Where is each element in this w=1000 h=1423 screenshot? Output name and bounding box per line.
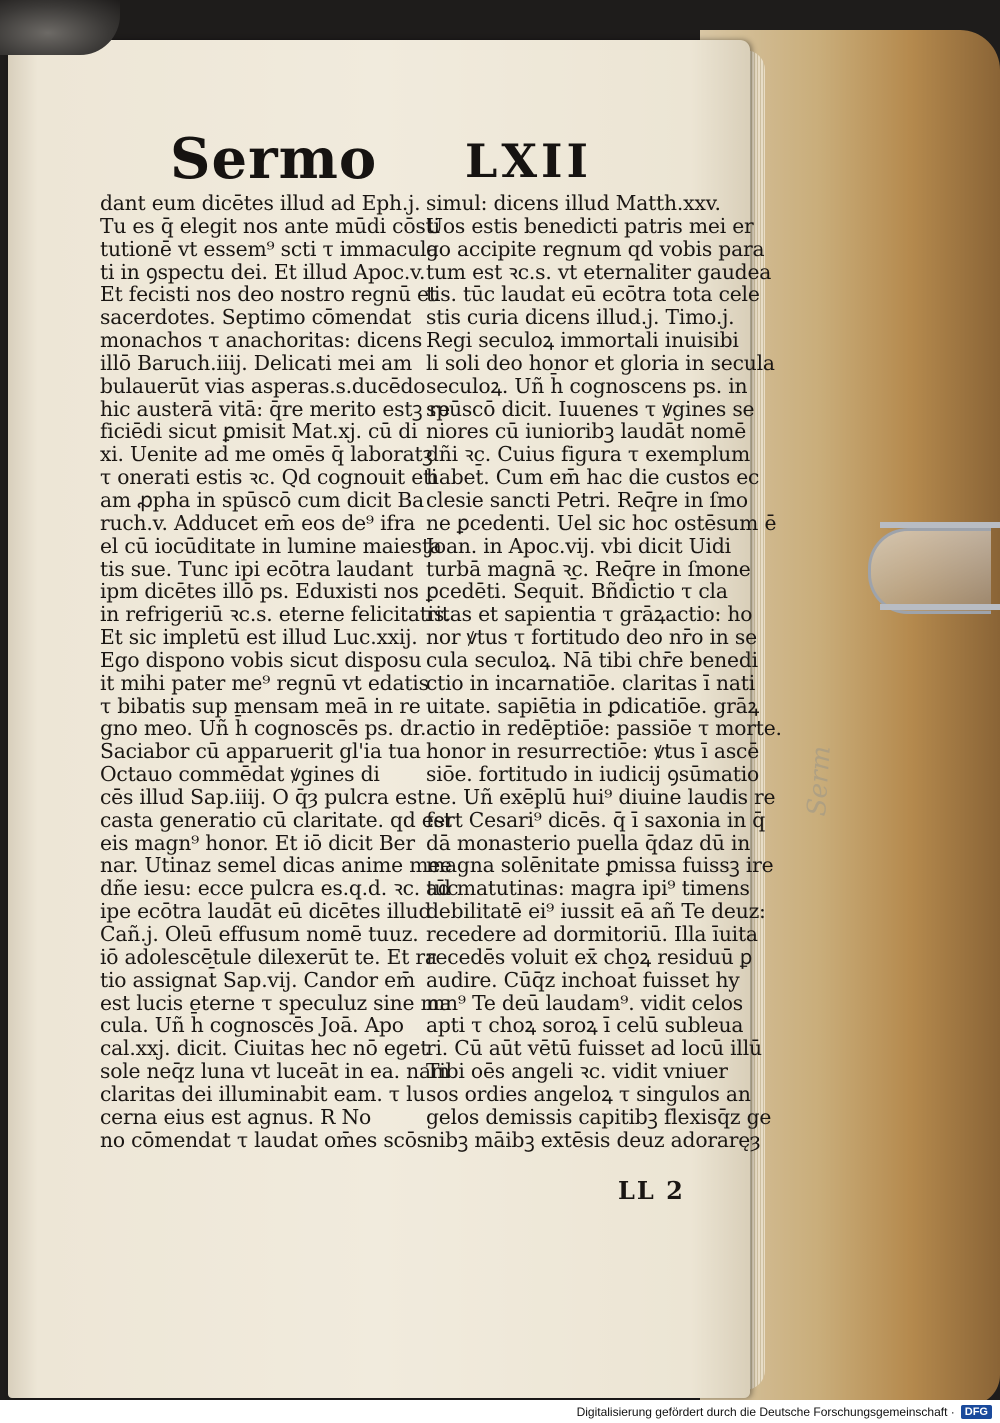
text-line: Ego dispono vobis sicut disposu: [100, 647, 422, 672]
text-line: habet̄. Cum em̄ hac die custos ec: [426, 465, 760, 490]
text-line: clesie sancti Petri. Req̄re in ſmo: [426, 487, 748, 512]
text-line: ritas et sapientia τ grāꝝactio: ho: [426, 602, 753, 627]
text-line: am ꝓpha in spūscō cum dicit Ba: [100, 487, 424, 512]
text-line: niores cū iunioribꝫ laudāt nomē: [426, 419, 747, 444]
text-line: ne ꝑcedenti. Uel sic hoc ostēsum ē: [426, 510, 777, 535]
funding-notice: Digitalisierung gefördert durch die Deutsche Forschungsgemeinschaft ·: [576, 1404, 955, 1419]
text-line: magna solēnitate ꝑmissa fuissꝫ ire: [426, 853, 774, 878]
text-line: tio assignat̄ Sap.vij. Candor em̄: [100, 967, 416, 992]
text-line: illō Baruch.iiij. Delicati mei am: [100, 350, 413, 375]
text-line: fert Cesari⁹ dicēs. q̄ ī saxonia in q̄: [426, 807, 766, 832]
text-line: uitate. sapiētia in ꝑdicatiōe. grāꝝ: [426, 693, 760, 718]
text-line: ipe ecōtra laudāt eū dicētes illud: [100, 899, 432, 924]
text-line: eis magn⁹ honor. Et iō dicit Ber: [100, 830, 415, 855]
text-line: gno meo. Uñ h̄ cognoscēs ps. dr.: [100, 716, 427, 741]
text-line: apti τ choꝝ soroꝝ ī celū subleua: [426, 1013, 744, 1038]
text-line: recedere ad dormitoriū. Illa īuita: [426, 922, 758, 946]
text-line: casta generatio cū claritate. qd est: [100, 807, 452, 832]
text-line: in refrigeriū ꝛc.s. eterne felicitatis.: [100, 602, 451, 627]
text-line: monachos τ anachoritas: dicens: [100, 328, 423, 353]
text-line: cerna eius est agnus. R No: [100, 1104, 372, 1129]
text-line: Saciabor cū apparuerit gl'ia tua: [100, 739, 421, 764]
text-line: nibꝫ māibꝫ extēsis deuz adoraręȝ: [426, 1127, 761, 1152]
text-line: est lucis eterne τ speculuz sine ma: [100, 990, 452, 1015]
running-head: Sermo: [170, 126, 378, 192]
text-line: Et fecisti nos deo nostro regnū et: [100, 282, 437, 307]
text-line: Joan. in Apoc.vij. vbi dicit Uidi: [426, 533, 731, 558]
text-line: ti in ꝯspectu dei. Et illud Apoc.v.: [100, 259, 426, 284]
text-line: Tibi oēs angeli ꝛc. vidit vniuer: [426, 1059, 728, 1084]
text-line: stis curia dicens illud.j. Timo.j.: [426, 305, 735, 330]
text-line: Uos estis benedicti patris mei er: [426, 213, 754, 238]
text-line: ficiēdi sicut ꝑmisit Mat.xj. cū di: [100, 419, 418, 444]
text-line: nor ꝟtus τ fortitudo deo nr̄o in se: [426, 625, 757, 650]
text-line: spūscō dicit. Iuuenes τ ꝟgines se: [426, 396, 755, 421]
text-line: it mihi pater me⁹ regnū vt edatis: [100, 670, 429, 695]
text-line: debilitatē ei⁹ iussit eā añ Te deuz:: [426, 899, 766, 924]
text-line: claritas dei illuminabit eam. τ lu: [100, 1081, 426, 1106]
text-line: τ bibatis sup mensam meā in re: [100, 693, 421, 718]
page-clip-bottom: [880, 604, 1000, 610]
text-line: actio in redēptiōe: passiōe τ morte.: [426, 716, 782, 741]
text-line: tum est ꝛc.s. vt eternaliter gaudea: [426, 259, 772, 284]
text-line: Regi seculoꝝ immortali inuisibi: [426, 328, 739, 353]
text-line: dñe iesu: ecce pulcra es.q.d. ꝛc. tūc: [100, 876, 459, 901]
text-line: turbā magnā ꝛc. Req̄re in ſmone: [426, 556, 751, 581]
text-line: tis sue. Tunc ipi ecōtra laudant: [100, 556, 414, 581]
left-text-column: [100, 191, 459, 1152]
text-line: sole neq̄z luna vt luceāt in ea. nam: [100, 1059, 450, 1084]
text-line: no cōmendat τ laudat om̄es scōs: [100, 1127, 427, 1152]
footer-bar: [0, 1400, 1000, 1423]
folio-number: LXII: [465, 134, 593, 188]
text-line: tis. tūc laudat eū ecōtra tota cele: [426, 282, 760, 307]
text-line: el cū iocūditate in lumine maiesta: [100, 533, 442, 558]
text-line: hic austerā vitā: q̄re merito estꝫ re: [100, 396, 450, 421]
text-line: siōe. fortitudo in iudicij ꝯsūmatio: [426, 762, 760, 787]
signature-mark: LL 2: [618, 1176, 685, 1205]
dfg-logo: DFG: [961, 1405, 992, 1419]
text-line: cēs illud Sap.iiij. O q̄ȝ pulcra est: [100, 784, 425, 809]
text-line: li soli deo honor et gloria in secula: [426, 350, 775, 375]
text-line: gelos demissis capitibꝫ flexisq̄z ge: [426, 1104, 772, 1129]
binding-top: [0, 0, 120, 55]
text-line: ne. Uñ exēplū hui⁹ diuine laudis re: [426, 784, 776, 809]
text-line: Tu es q̄ elegit nos ante mūdi cōsti: [100, 213, 440, 238]
text-line: ctio in incarnatiōe. claritas ī nati: [426, 670, 755, 695]
text-line: honor in resurrectiōe: ꝟtus ī ascē: [426, 739, 759, 764]
text-line: mn⁹ Te deū laudam⁹. vidit celos: [426, 990, 744, 1015]
text-line: cula. Uñ h̄ cognoscēs Joā. Apo: [100, 1013, 404, 1038]
text-line: audire. Cūq̄z inchoat̄ fuisset hy: [426, 967, 740, 992]
text-line: ipm dicētes illō ps. Eduxisti nos: [100, 579, 419, 604]
text-line: seculoꝝ. Uñ h̄ cognoscens ps. in: [426, 373, 748, 398]
text-line: τ onerati estis ꝛc. Qd cognouit eti: [100, 465, 438, 490]
text-line: recedēs voluit ex̄ choꝝ residuū ꝑ: [426, 944, 753, 969]
text-line: Cañ.j. Oleū effusum nomē tuuz.: [100, 922, 419, 946]
text-line: Octauo commēdat ꝟgines di: [100, 762, 380, 787]
text-line: cal.xxj. dicit. Ciuitas hec nō eget: [100, 1036, 429, 1061]
right-text-column: [426, 191, 782, 1152]
text-line: sacerdotes. Septimo cōmendat: [100, 305, 412, 330]
text-line: dant eum dicētes illud ad Eph.j.: [100, 191, 421, 215]
text-line: simul: dicens illud Matth.xxv.: [426, 191, 721, 215]
text-line: Et sic impletū est illud Luc.xxij.: [100, 625, 418, 650]
text-line: bulauerūt vias asperas.s.ducēdo: [100, 373, 426, 398]
text-line: xi. Uenite ad me omēs q̄ laboratꝫ: [100, 442, 433, 467]
text-line: sos ordies angeloꝝ τ singulos an: [426, 1081, 751, 1106]
text-line: go accipite regnum qd vobis para: [426, 236, 765, 261]
text-line: iō adolescētule dilexerūt te. Et ra: [100, 944, 437, 969]
text-line: ad matutinas: magra ipi⁹ timens: [426, 876, 750, 901]
text-line: cula seculoꝝ. Nā tibi chr̄e benedi: [426, 647, 758, 672]
margin-note: Serm: [802, 744, 837, 818]
text-line: tutionē vt essem⁹ scti τ immacula: [100, 236, 439, 261]
text-line: dñi ꝛc. Cuius figura τ exemplum: [426, 442, 751, 467]
text-line: dā monasterio puella q̄daz dū in: [426, 830, 751, 855]
text-line: ruch.v. Adducet em̄ eos de⁹ ifra: [100, 510, 416, 535]
text-line: ri. Cū aūt vētū fuisset ad locū illū: [426, 1036, 762, 1061]
page-clip: [868, 528, 991, 614]
text-line: nar. Utinaz semel dicas anime mee: [100, 853, 452, 878]
text-line: ꝑcedēti. Sequit̄. Bñdictio τ cla: [426, 579, 728, 604]
